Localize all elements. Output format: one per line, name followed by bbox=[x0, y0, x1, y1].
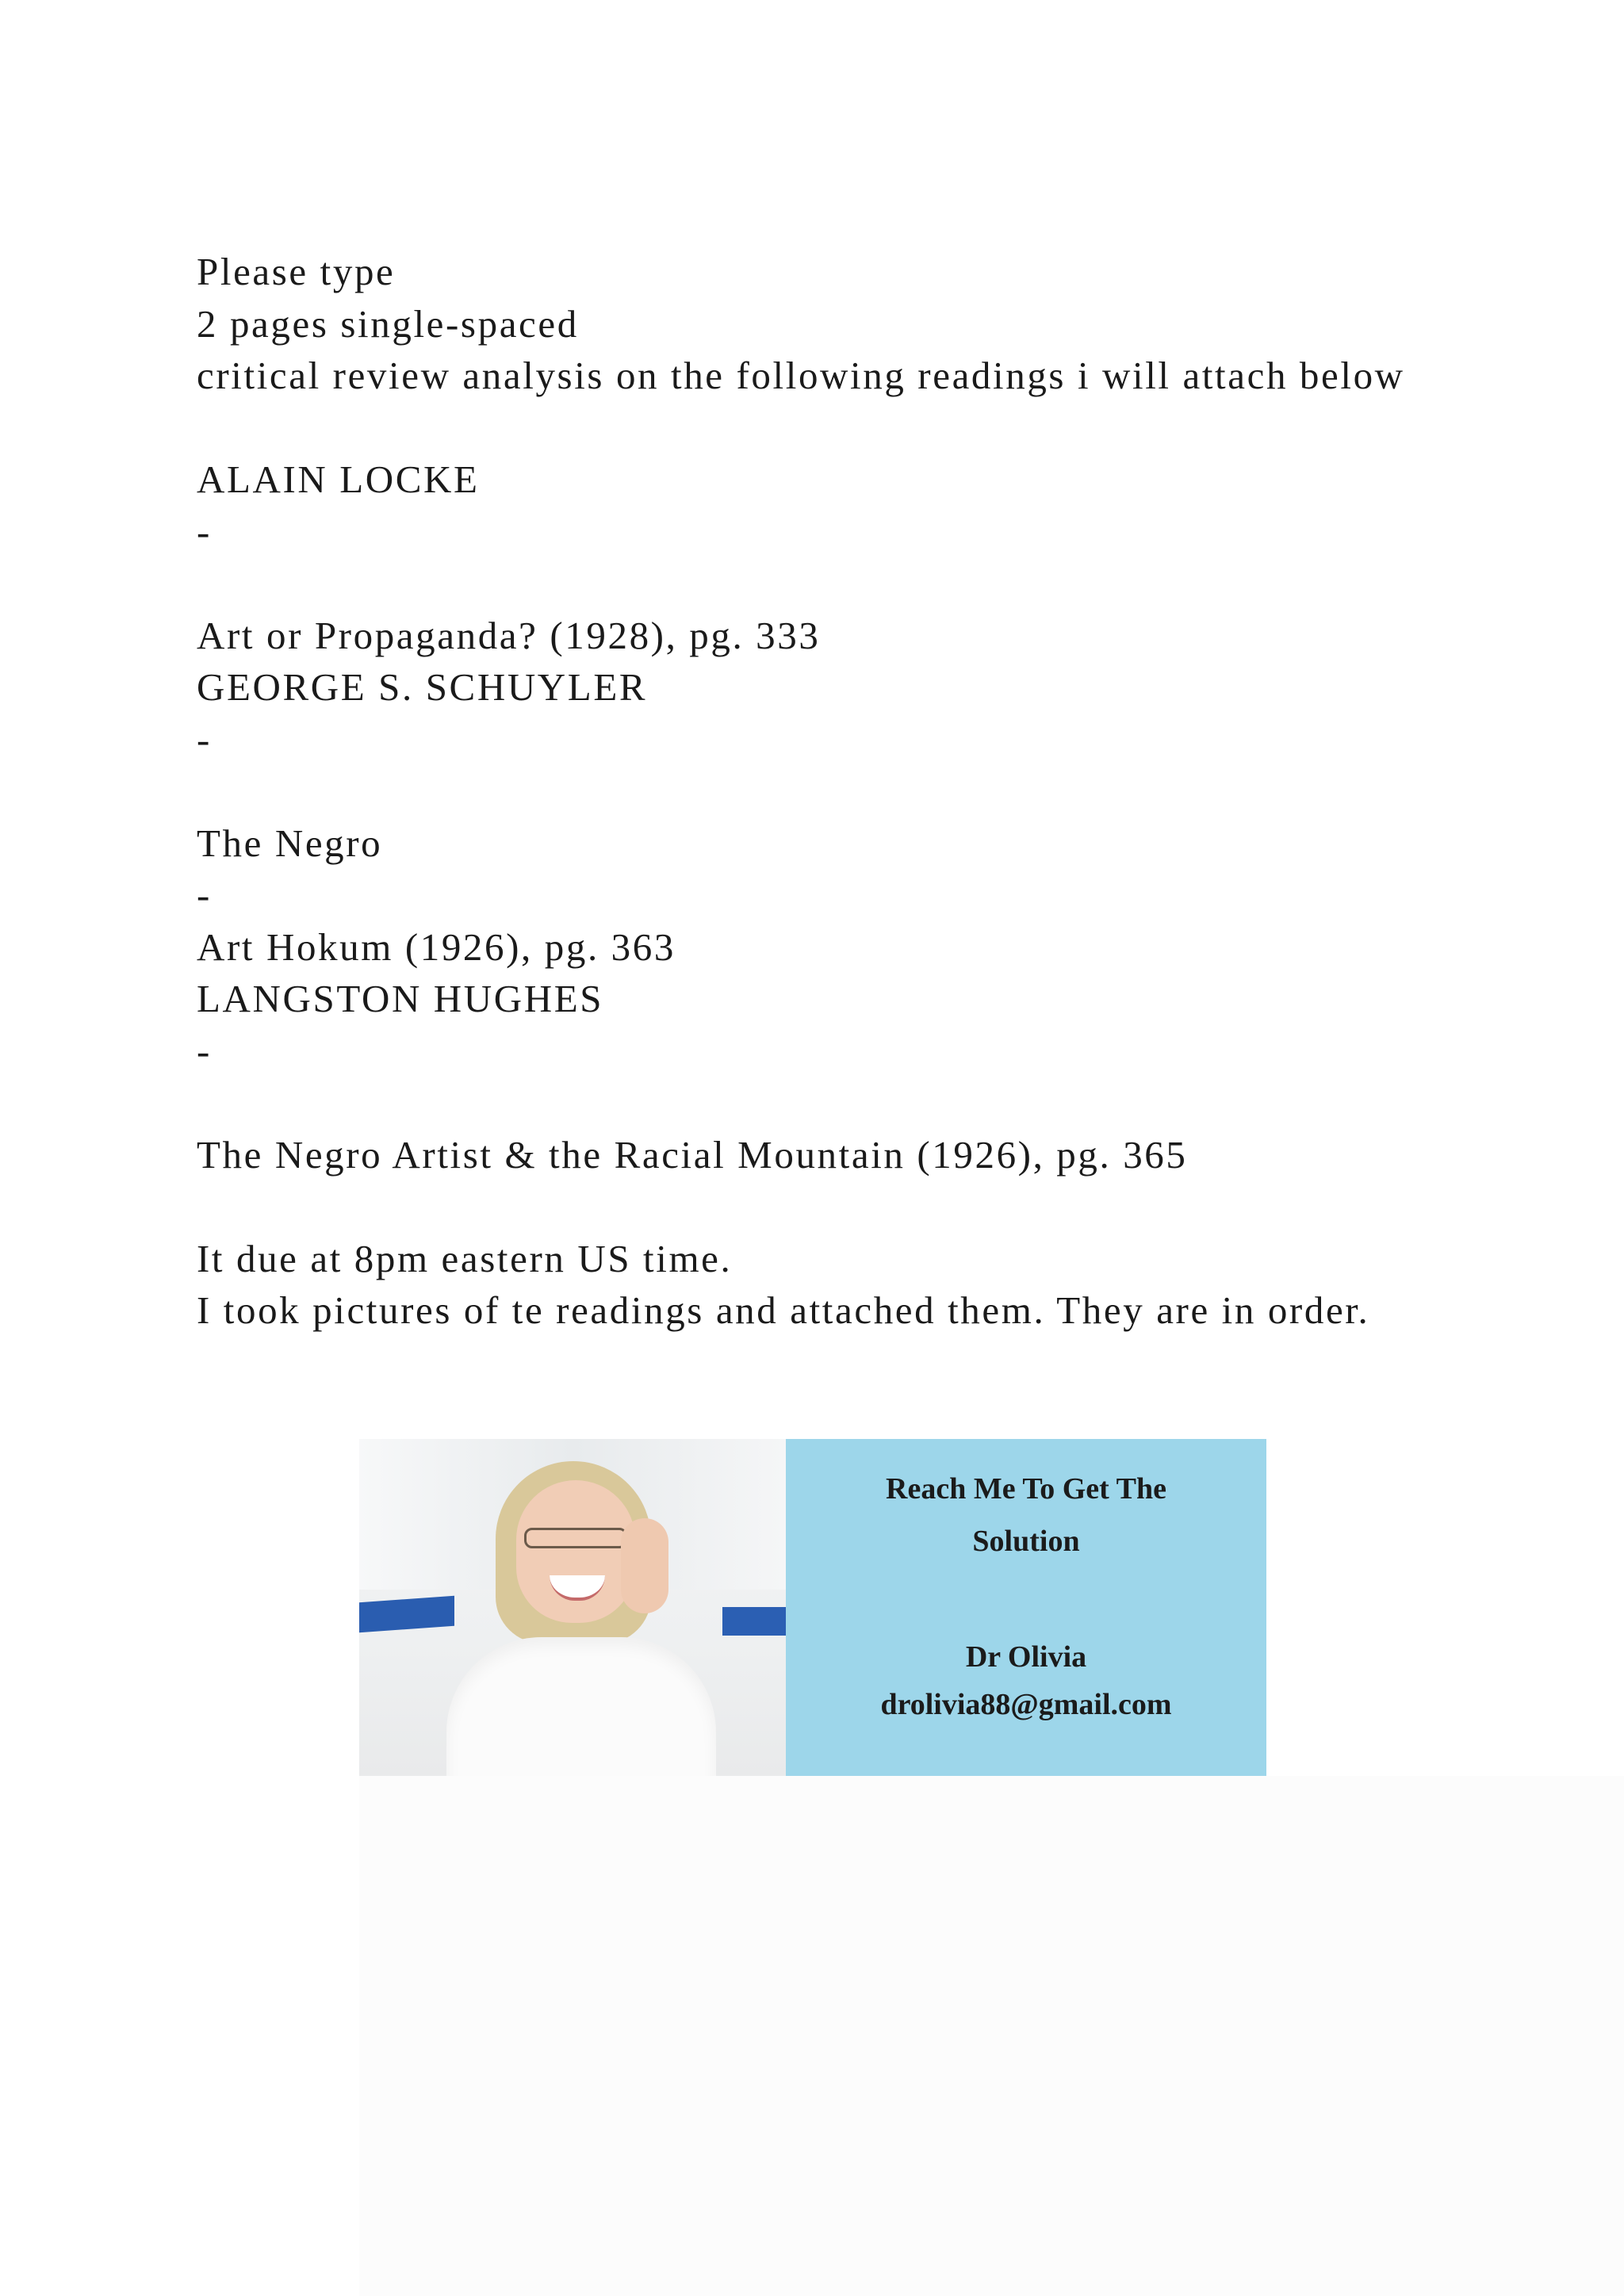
document-body bbox=[197, 246, 1434, 1337]
reading-title: The Negro bbox=[197, 821, 383, 865]
dash-line: - bbox=[197, 509, 212, 553]
blank-line bbox=[197, 1181, 1434, 1233]
reading-title: Art Hokum (1926), pg. 363 bbox=[197, 924, 676, 969]
lower-panel bbox=[359, 1776, 1624, 2296]
dash-line: - bbox=[197, 873, 212, 916]
dash-line: - bbox=[197, 1028, 212, 1073]
text-line: It due at 8pm eastern US time. bbox=[197, 1236, 733, 1280]
banner-headline-line1: Reach Me To Get The bbox=[886, 1472, 1166, 1506]
blank-line bbox=[197, 765, 1434, 817]
shirt-shape bbox=[446, 1637, 716, 1776]
text-line: 2 pages single-spaced bbox=[197, 301, 579, 346]
reading-title: The Negro Artist & the Racial Mountain (1926), pg. 365 bbox=[197, 1132, 1188, 1177]
author-heading: GEORGE S. SCHUYLER bbox=[197, 665, 648, 709]
blue-chair-right bbox=[722, 1607, 786, 1636]
blank-line bbox=[197, 402, 1434, 454]
contact-info-panel bbox=[786, 1439, 1266, 1776]
face-shape bbox=[516, 1480, 635, 1623]
blue-chair-left bbox=[359, 1596, 454, 1632]
text-line: I took pictures of te readings and attached them. They are in order. bbox=[197, 1288, 1370, 1332]
author-heading: ALAIN LOCKE bbox=[197, 457, 480, 501]
hand-shape bbox=[621, 1518, 668, 1613]
woman-photo bbox=[359, 1439, 786, 1776]
text-line: Please type bbox=[197, 250, 396, 293]
contact-email[interactable]: drolivia88@gmail.com bbox=[880, 1688, 1172, 1721]
contact-banner bbox=[359, 1439, 1266, 1776]
reading-title: Art or Propaganda? (1928), pg. 333 bbox=[197, 613, 821, 657]
dash-line: - bbox=[197, 717, 212, 761]
contact-name: Dr Olivia bbox=[965, 1640, 1087, 1674]
banner-headline-line2: Solution bbox=[972, 1525, 1080, 1558]
text-line: critical review analysis on the following readings i will attach below bbox=[197, 354, 1405, 397]
glasses-icon bbox=[524, 1528, 627, 1548]
author-heading: LANGSTON HUGHES bbox=[197, 977, 604, 1020]
blank-line bbox=[197, 1077, 1434, 1129]
blank-line bbox=[197, 557, 1434, 610]
